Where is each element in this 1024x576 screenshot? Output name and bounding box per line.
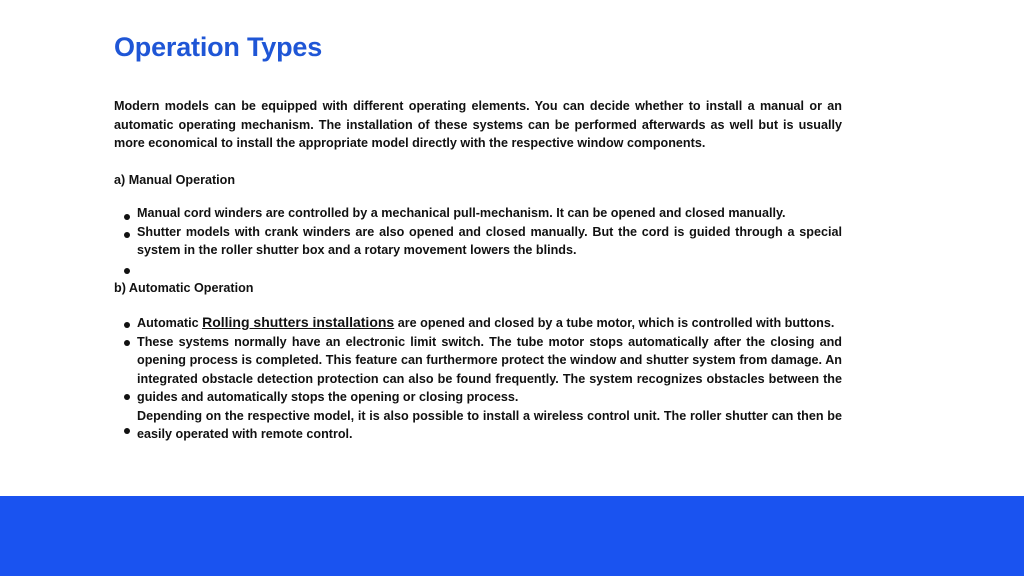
bullet-dot: [124, 394, 130, 400]
list-item: These systems normally have an electronic limit switch. The tube motor stops automatically after the closing and opening process is completed. This feature can furthermore protect the window and shutter system from damage. An integrated obstacle detection protection can also be found frequently. The system recognizes obstacles between the guides and automatically stops the opening or closing process.: [137, 334, 842, 404]
list-item: Manual cord winders are controlled by a mechanical pull-mechanism. It can be opened and closed manually.: [137, 206, 786, 220]
footer-band: [0, 496, 1024, 576]
bullet-dot: [124, 214, 130, 220]
manual-heading: a) Manual Operation: [114, 172, 236, 187]
bullet-dot: [124, 268, 130, 274]
page-title: Operation Types: [114, 32, 323, 62]
list-item: Shutter models with crank winders are also opened and closed manually. But the cord is guided through a special system in the roller shutter box and a rotary movement lowers the blinds.: [137, 224, 842, 257]
bullet-dot: [124, 322, 130, 328]
rolling-shutters-link[interactable]: Rolling shutters installations: [202, 314, 395, 330]
manual-list: [114, 204, 842, 260]
bullet-dot: [124, 232, 130, 238]
content: [114, 97, 842, 444]
list-item: [114, 313, 842, 333]
bullet-dot: [124, 340, 130, 346]
bullet-dot: [124, 428, 130, 434]
list-item: Depending on the respective model, it is also possible to install a wireless control unit. The roller shutter can then be easily operated with remote control.: [137, 408, 842, 441]
item-prefix: Automatic: [137, 316, 203, 330]
automatic-heading: b) Automatic Operation: [114, 280, 254, 295]
item-suffix: are opened and closed by a tube motor, which is controlled with buttons.: [394, 316, 835, 330]
intro-paragraph: Modern models can be equipped with different operating elements. You can decide whether to install a manual or an automatic operating mechanism. The installation of these systems can be performed afterwards as well but is usually more economical to install the appropriate model directly with the respective window components.: [114, 99, 842, 150]
automatic-list: [114, 313, 842, 444]
